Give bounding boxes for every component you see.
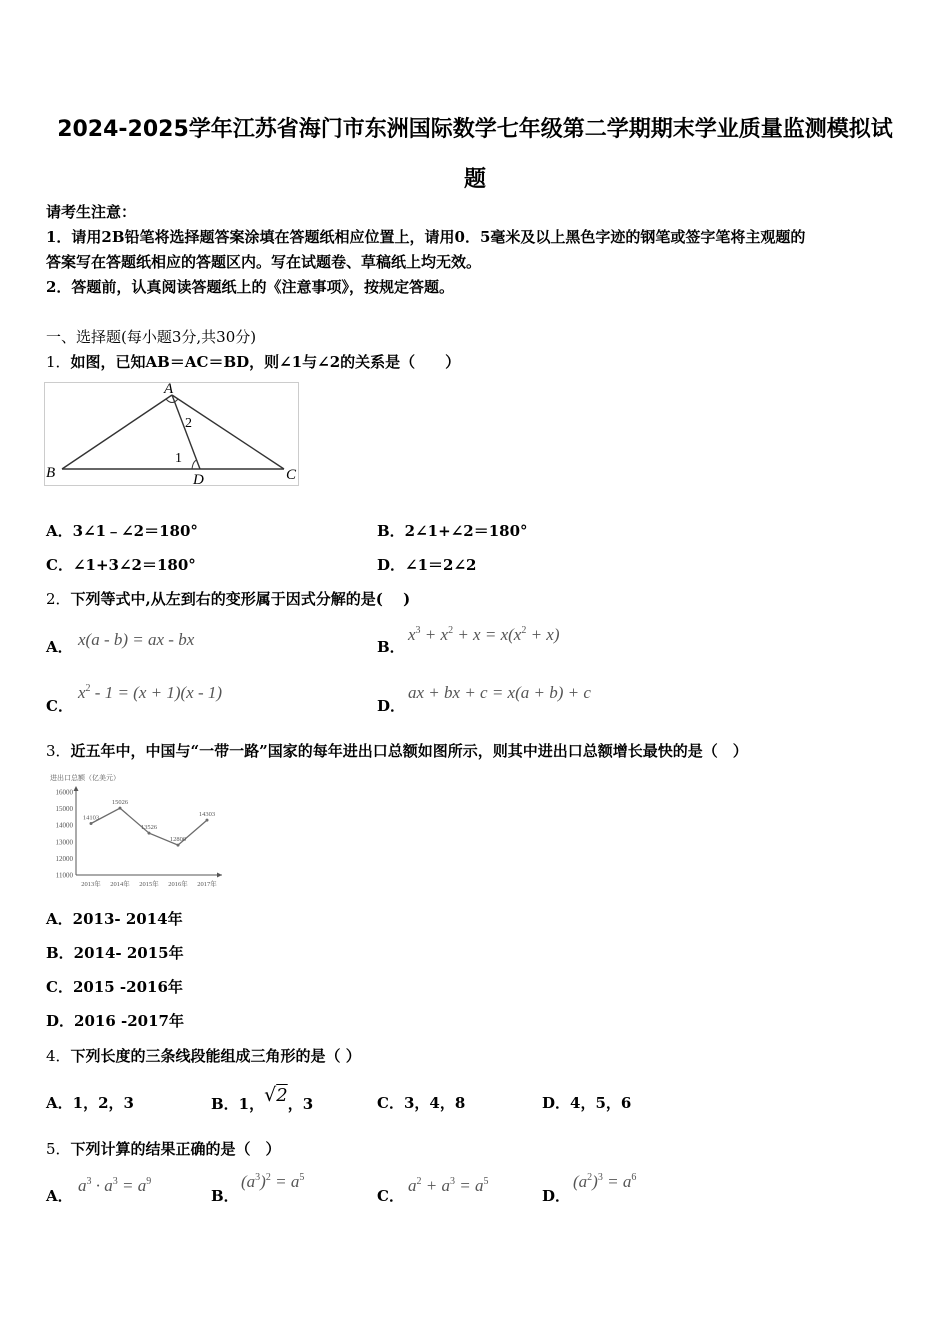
q5-text: 下列计算的结果正确的是（ ） (70, 1140, 281, 1158)
notice-line-2: 2．答题前，认真阅读答题纸上的《注意事项》，按规定答题。 (46, 278, 454, 296)
chart-point (206, 819, 209, 822)
notice-heading: 请考生注意： (46, 203, 137, 221)
q1-option-d[interactable]: D．∠1＝2∠2 (377, 556, 477, 574)
q2-text: 下列等式中,从左到右的变形属于因式分解的是( ) (70, 590, 411, 608)
label-a: A (164, 381, 174, 397)
q1-option-b[interactable]: B．2∠1+∠2＝180° (377, 522, 528, 540)
q3-stem (46, 739, 748, 763)
q2-option-d-expr: ax + bx + c = x(a + b) + c (408, 683, 591, 702)
q5-option-c-label[interactable]: C． (377, 1187, 404, 1205)
figure-frame (45, 383, 299, 486)
q5-option-b-label[interactable]: B． (211, 1187, 239, 1205)
label-angle-1: 1 (175, 451, 182, 466)
q1-triangle-figure (44, 380, 300, 488)
label-b: B (46, 465, 56, 481)
notice-line-1b: 答案写在答题纸相应的答题区内。写在试题卷、草稿纸上均无效。 (46, 253, 482, 271)
q5-number: 5． (46, 1140, 71, 1158)
q2-option-c-label[interactable]: C． (46, 697, 73, 715)
q4-option-c[interactable]: C．3，4，8 (377, 1094, 466, 1112)
chart-data-label: 15026 (111, 799, 129, 807)
sqrt-icon: √ (264, 1084, 277, 1106)
q1-number: 1． (46, 353, 71, 371)
q4-text: 下列长度的三条线段能组成三角形的是（ ） (70, 1047, 361, 1065)
q3-text: 近五年中，中国与“一带一路”国家的每年进出口总额如图所示，则其中进出口总额增长最快的是（ ） (70, 742, 748, 760)
q2-option-b-expr: $x^3 + x^2 + x = x(x^2 + x)$ (408, 625, 560, 644)
q4-option-b[interactable]: B．1，√2，3 (211, 1084, 314, 1113)
label-angle-2: 2 (185, 416, 192, 431)
angle-2-arc (166, 399, 178, 403)
q2-option-a-label[interactable]: A． (46, 638, 73, 656)
chart-x-tick-label: 2014年 (110, 881, 130, 888)
chart-data-label: 13526 (140, 824, 158, 832)
chart-x-axis-arrow (217, 873, 222, 878)
q3-line-chart (46, 770, 226, 894)
q4-number: 4． (46, 1047, 71, 1065)
q2-option-a-expr: x(a - b) = ax - bx (78, 630, 195, 649)
chart-data-label: 14303 (198, 811, 216, 819)
q3-option-b[interactable]: B．2014- 2015年 (46, 944, 184, 962)
angle-1-arc (192, 460, 197, 469)
chart-point (177, 844, 180, 847)
chart-x-tick-label: 2017年 (197, 881, 217, 888)
q5-option-d-label[interactable]: D． (542, 1187, 571, 1205)
q5-option-a-label[interactable]: A． (46, 1187, 73, 1205)
chart-data-label: 12800 (169, 836, 187, 844)
q3-option-d[interactable]: D．2016 -2017年 (46, 1012, 184, 1030)
label-d: D (193, 472, 204, 488)
q5-option-d-expr: $(a^2)^3 = a^6$ (573, 1172, 637, 1191)
q4-option-a[interactable]: A．1，2，3 (46, 1094, 134, 1112)
radicand: 2 (276, 1085, 288, 1106)
chart-x-tick-label: 2013年 (81, 881, 101, 888)
q1-stem (46, 350, 460, 374)
chart-x-tick-label: 2016年 (168, 881, 188, 888)
q1-option-a[interactable]: A．3∠1﹣∠2＝180° (46, 522, 198, 540)
q3-option-a[interactable]: A．2013- 2014年 (46, 910, 183, 928)
q1-option-c[interactable]: C．∠1+3∠2＝180° (46, 556, 196, 574)
chart-point (148, 832, 151, 835)
q4-option-d[interactable]: D．4，5，6 (542, 1094, 632, 1112)
q3-number: 3． (46, 742, 71, 760)
segment-ab (62, 395, 172, 469)
q2-option-c-expr: $x^2 - 1 = (x + 1)(x - 1)$ (78, 683, 223, 702)
section-heading: 一、选择题(每小题3分,共30分) (46, 328, 257, 346)
chart-y-tick-label: 13000 (55, 838, 73, 847)
chart-y-tick-label: 11000 (55, 871, 73, 880)
chart-y-tick-label: 16000 (55, 788, 73, 797)
chart-y-axis-label: 进出口总额（亿美元） (50, 774, 120, 782)
title-line-2: 题 (463, 167, 486, 192)
notice-line-1a: 1．请用2B铅笔将选择题答案涂填在答题纸相应位置上，请用0．5毫米及以上黑色字迹的钢笔或签字笔将主观题的 (46, 228, 806, 246)
q2-stem (46, 587, 410, 611)
chart-y-axis-arrow (74, 786, 79, 791)
chart-point (119, 807, 122, 810)
q5-option-b-expr: $(a^3)^2 = a^5$ (241, 1172, 305, 1191)
chart-point (90, 822, 93, 825)
chart-y-tick-label: 14000 (55, 821, 73, 830)
q5-stem (46, 1137, 281, 1161)
q4-stem (46, 1044, 361, 1068)
chart-x-tick-label: 2015年 (139, 881, 159, 888)
q5-option-c-expr: $a^2 + a^3 = a^5$ (408, 1176, 489, 1195)
q2-option-d-label[interactable]: D． (377, 697, 406, 715)
chart-y-tick-label: 15000 (55, 805, 73, 814)
chart-y-tick-label: 12000 (55, 854, 73, 863)
q2-number: 2． (46, 590, 71, 608)
chart-data-label: 14103 (82, 814, 100, 822)
q2-option-b-label[interactable]: B． (377, 638, 405, 656)
title-line-1: 2024-2025学年江苏省海门市东洲国际数学七年级第二学期期末学业质量监测模拟试 (57, 117, 893, 142)
q5-option-a-expr: $a^3 \cdot a^3 = a^9$ (78, 1176, 152, 1195)
q1-text: 如图，已知AB＝AC＝BD，则∠1与∠2的关系是（ ） (70, 353, 461, 371)
label-c: C (286, 467, 297, 483)
q3-option-c[interactable]: C．2015 -2016年 (46, 978, 183, 996)
segment-ac (172, 395, 284, 469)
